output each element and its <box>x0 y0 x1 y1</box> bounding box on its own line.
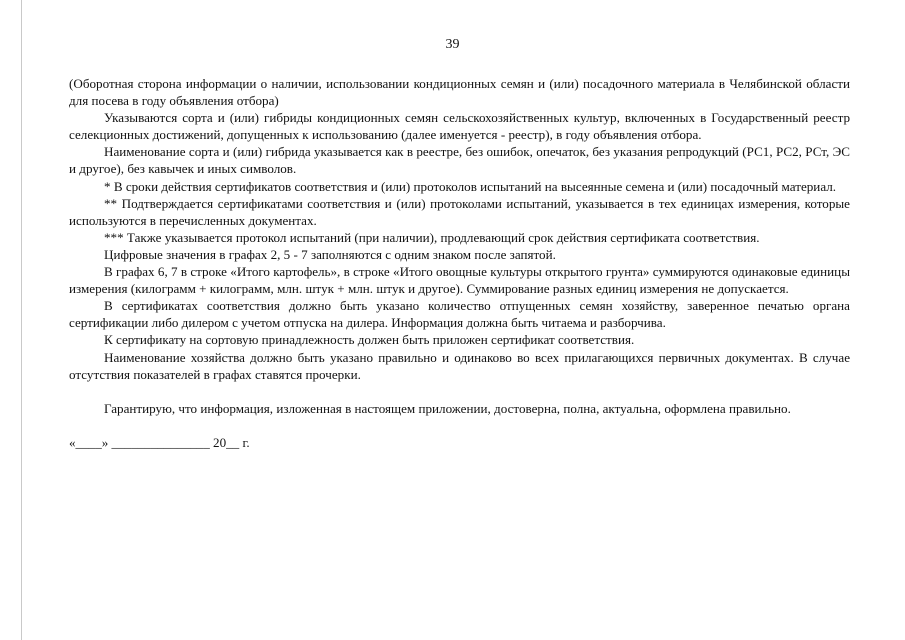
footnote-paragraph: *** Также указывается протокол испытаний (при наличии), продлевающий срок действия сертификата соответствия. <box>104 229 760 245</box>
body-paragraph: В сертификатах соответствия должно быть указано количество отпущенных семян хозяйству, заверенное печатью органа сертификации либо дилером с учетом отпуска на дилера. Информация должна быть читаема и разборчива. <box>69 298 850 331</box>
footnote-paragraph: ** Подтверждается сертификатами соответствия и (или) протоколами испытаний, указывается в тех единицах измерения, которые используются в перечисленных документах. <box>69 195 850 228</box>
page-number: 39 <box>445 37 460 52</box>
body-paragraph: Цифровые значения в графах 2, 5 - 7 заполняются с одним знаком после запятой. <box>104 246 556 262</box>
body-paragraph: К сертификату на сортовую принадлежность должен быть приложен сертификат соответствия. <box>104 332 635 348</box>
caption-paragraph: (Оборотная сторона информации о наличии, использовании кондиционных семян и (или) посадочного материала в Челябинской области для посева в году объявления отбора) <box>69 76 850 109</box>
page-edge-line <box>21 0 22 640</box>
body-paragraph: В графах 6, 7 в строке «Итого картофель», в строке «Итого овощные культуры открытого грунта» суммируются одинаковые единицы измерения (килограмм + килограмм, млн. штук + млн. штук и другое). Суммирование разных единиц измерения не допускается. <box>69 264 850 297</box>
body-paragraph: Наименование сорта и (или) гибрида указывается как в реестре, без ошибок, опечаток, без указания репродукций (РС1, РС2, РСт, ЭС и другое), без кавычек и иных символов. <box>69 144 850 177</box>
document-body <box>69 75 850 451</box>
guarantee-statement: Гарантирую, что информация, изложенная в настоящем приложении, достоверна, полна, актуальна, оформлена правильно. <box>104 400 791 416</box>
body-paragraph: Наименование хозяйства должно быть указано правильно и одинаково во всех прилагающихся первичных документах. В случае отсутствия показателей в графах ставятся прочерки. <box>69 349 850 382</box>
date-signature-line: «____» _______________ 20__ г. <box>69 434 250 450</box>
body-paragraph: Указываются сорта и (или) гибриды кондиционных семян сельскохозяйственных культур, включенных в Государственный реестр селекционных достижений, допущенных к использованию (далее именуется - реестр), в году объявления отбора. <box>69 110 850 143</box>
footnote-paragraph: * В сроки действия сертификатов соответствия и (или) протоколов испытаний на высеянные семена и (или) посадочный материал. <box>104 178 837 194</box>
blank-line <box>69 383 850 400</box>
